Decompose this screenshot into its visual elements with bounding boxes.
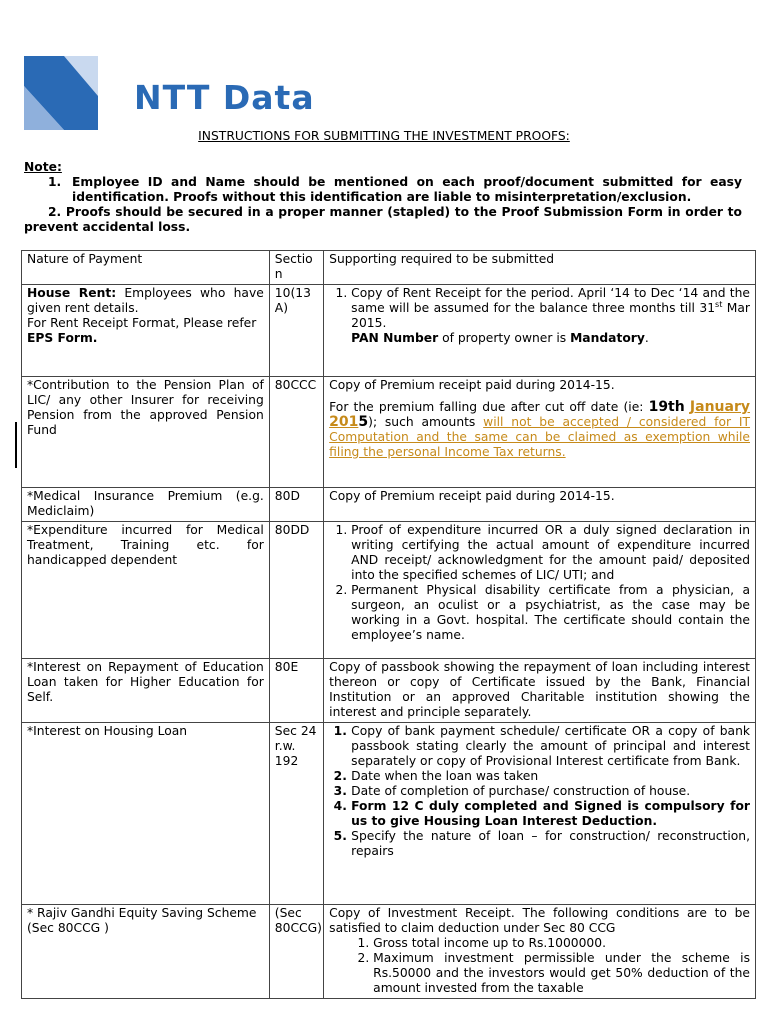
house-rent-section: 10(13A): [269, 285, 323, 377]
logo-text: NTT Data: [134, 78, 315, 117]
medical-support: Copy of Premium receipt paid during 2014-15.: [324, 488, 756, 522]
list-item: 3. Date of completion of purchase/ construction of house.: [351, 784, 750, 799]
education-section: 80E: [269, 659, 323, 723]
list-item: 1. Gross total income up to Rs.1000000.: [373, 936, 750, 951]
table-row: [22, 522, 756, 659]
note-item-1: 1. Employee ID and Name should be mentioned on each proof/document submitted for easy identification. Proofs without this identification are liable to misinterpretation/exclusion.: [48, 175, 742, 204]
list-item: 5. Specify the nature of loan – for construction/ reconstruction, repairs: [351, 829, 750, 859]
note-item-2: 2. Proofs should be secured in a proper manner (stapled) to the Proof Submission Form in order to prevent accidental loss.: [24, 205, 742, 234]
investment-proofs-table: [21, 250, 756, 999]
rajiv-support: Copy of Investment Receipt. The following conditions are to be satisfied to claim deduction under Sec 80 CCG 1. Gross total income up to Rs.1000000. 2. Maximum investment permissible under the scheme is Rs.50000 and the investors would get 50% deduction of the amount invested from the taxable: [324, 905, 756, 999]
education-nature: *Interest on Repayment of Education Loan taken for Higher Education for Self.: [22, 659, 270, 723]
notes-list: [24, 175, 742, 235]
treatment-support: [324, 522, 756, 659]
list-item: 2. Date when the loan was taken: [351, 769, 750, 784]
list-item: 1. Proof of expenditure incurred OR a duly signed declaration in writing certifying the actual amount of expenditure incurred AND receipt/ acknowledgment for the amount paid/ deposited into the specified schemes of LIC/ UTI; and: [351, 523, 750, 583]
note-heading: Note:: [24, 160, 62, 174]
header-section: Section: [269, 251, 323, 285]
list-item: 1. Copy of bank payment schedule/ certificate OR a copy of bank passbook stating clearly the amount of principal and interest separately or copy of Provisional Interest certificate from Bank.: [351, 724, 750, 769]
education-support: Copy of passbook showing the repayment of loan including interest thereon or copy of Certificate issued by the Bank, Financial Institution or an approved Charitable institution showing the interest and principle separately.: [324, 659, 756, 723]
ntt-logo-mark-icon: [24, 56, 98, 130]
pension-support: Copy of Premium receipt paid during 2014-15. For the premium falling due after cut off date (ie: 19th January 2015); such amounts will not be accepted / considered for IT Computation and the same can be claimed as exemption while filing the personal Income Tax returns.: [324, 377, 756, 488]
table-row: [22, 377, 756, 488]
housing-section: Sec 24 r.w. 192: [269, 723, 323, 905]
ntt-data-logo: [24, 56, 404, 132]
page-title: INSTRUCTIONS FOR SUBMITTING THE INVESTMENT PROOFS:: [198, 129, 570, 143]
treatment-section: 80DD: [269, 522, 323, 659]
house-rent-support: 1. Copy of Rent Receipt for the period. April ‘14 to Dec ‘14 and the same will be assumed for the balance three months till 31st Mar 2015. PAN Number of property owner is Mandatory.: [324, 285, 756, 377]
rajiv-section: (Sec 80CCG): [269, 905, 323, 999]
housing-nature: *Interest on Housing Loan: [22, 723, 270, 905]
revision-bar: [15, 422, 17, 468]
table-row: [22, 905, 756, 999]
housing-support: [324, 723, 756, 905]
table-row: [22, 659, 756, 723]
list-item: 4. Form 12 C duly completed and Signed is compulsory for us to give Housing Loan Interest Deduction.: [351, 799, 750, 829]
header-nature: Nature of Payment: [22, 251, 270, 285]
list-item: 2. Maximum investment permissible under the scheme is Rs.50000 and the investors would get 50% deduction of the amount invested from the taxable: [373, 951, 750, 996]
medical-section: 80D: [269, 488, 323, 522]
house-rent-nature: House Rent: Employees who have given rent details. For Rent Receipt Format, Please refer EPS Form.: [22, 285, 270, 377]
header-support: Supporting required to be submitted: [324, 251, 756, 285]
list-item: 2. Permanent Physical disability certificate from a physician, a surgeon, an oculist or a psychiatrist, as the case may be working in a Govt. hospital. The certificate should contain the employee’s name.: [351, 583, 750, 643]
rajiv-nature: * Rajiv Gandhi Equity Saving Scheme (Sec 80CCG ): [22, 905, 270, 999]
pension-nature: *Contribution to the Pension Plan of LIC/ any other Insurer for receiving Pension from the approved Pension Fund: [22, 377, 270, 488]
table-row: [22, 285, 756, 377]
treatment-nature: *Expenditure incurred for Medical Treatment, Training etc. for handicapped dependent: [22, 522, 270, 659]
table-row: [22, 488, 756, 522]
pension-section: 80CCC: [269, 377, 323, 488]
table-header-row: [22, 251, 756, 285]
table-row: [22, 723, 756, 905]
medical-nature: *Medical Insurance Premium (e.g. Mediclaim): [22, 488, 270, 522]
warning-text: will not be accepted / considered for IT Computation and the same can be claimed as exemption while filing the personal Income Tax returns.: [329, 415, 750, 459]
